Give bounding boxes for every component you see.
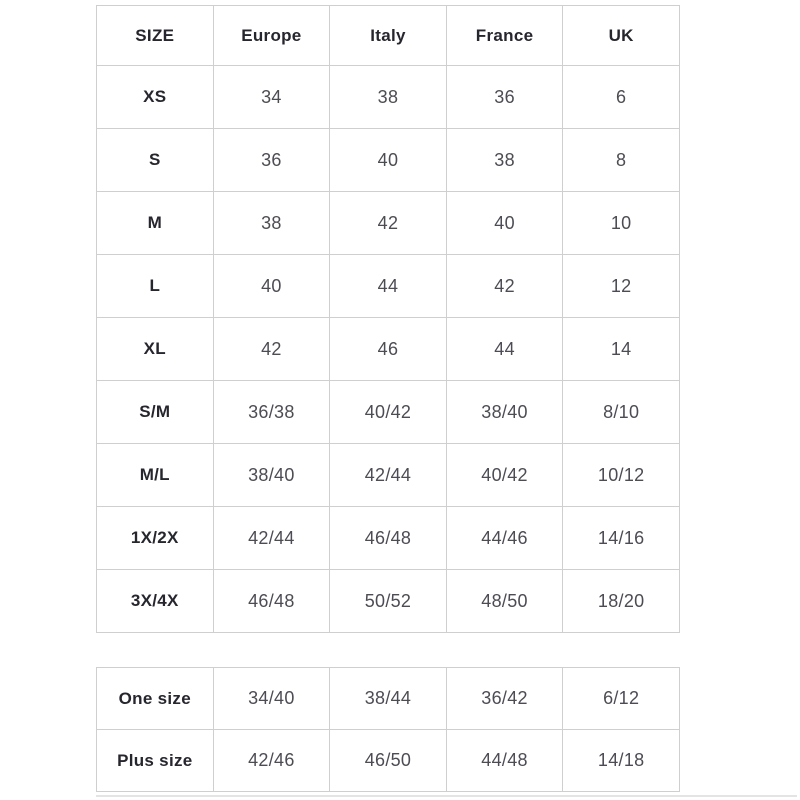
size-value-cell: 6/12: [563, 668, 680, 730]
special-sizes-table: [96, 667, 680, 792]
size-value-cell: 14/18: [563, 730, 680, 792]
size-value-cell: 42/44: [330, 444, 447, 507]
special-sizes-table-body: [97, 668, 680, 792]
table-row: [97, 129, 680, 192]
size-value-cell: 14: [563, 318, 680, 381]
size-value-cell: 10/12: [563, 444, 680, 507]
size-value-cell: 40/42: [446, 444, 563, 507]
size-label-cell: One size: [97, 668, 214, 730]
size-value-cell: 44: [446, 318, 563, 381]
table-row: [97, 381, 680, 444]
table-row: [97, 66, 680, 129]
size-conversion-table-body: [97, 66, 680, 633]
size-value-cell: 40: [446, 192, 563, 255]
size-value-cell: 14/16: [563, 507, 680, 570]
size-value-cell: 42: [330, 192, 447, 255]
size-value-cell: 48/50: [446, 570, 563, 633]
size-value-cell: 46: [330, 318, 447, 381]
size-value-cell: 12: [563, 255, 680, 318]
column-header-italy: Italy: [330, 6, 447, 66]
size-value-cell: 38: [213, 192, 330, 255]
table-row: [97, 507, 680, 570]
size-value-cell: 36/38: [213, 381, 330, 444]
size-value-cell: 46/48: [213, 570, 330, 633]
page-bottom-divider: [96, 795, 797, 797]
size-value-cell: 18/20: [563, 570, 680, 633]
size-label-cell: M/L: [97, 444, 214, 507]
size-label-cell: M: [97, 192, 214, 255]
size-conversion-table: [96, 5, 680, 633]
size-value-cell: 44/46: [446, 507, 563, 570]
size-label-cell: S: [97, 129, 214, 192]
size-value-cell: 46/48: [330, 507, 447, 570]
size-value-cell: 8/10: [563, 381, 680, 444]
size-value-cell: 42: [446, 255, 563, 318]
size-value-cell: 34/40: [213, 668, 330, 730]
size-value-cell: 36: [446, 66, 563, 129]
size-value-cell: 34: [213, 66, 330, 129]
size-label-cell: Plus size: [97, 730, 214, 792]
table-header-row: [97, 6, 680, 66]
size-value-cell: 38/40: [213, 444, 330, 507]
size-label-cell: 1X/2X: [97, 507, 214, 570]
size-value-cell: 38: [446, 129, 563, 192]
size-value-cell: 8: [563, 129, 680, 192]
size-value-cell: 42/46: [213, 730, 330, 792]
size-label-cell: 3X/4X: [97, 570, 214, 633]
size-value-cell: 38/40: [446, 381, 563, 444]
size-value-cell: 50/52: [330, 570, 447, 633]
table-row: [97, 668, 680, 730]
column-header-size: SIZE: [97, 6, 214, 66]
size-value-cell: 6: [563, 66, 680, 129]
column-header-france: France: [446, 6, 563, 66]
table-row: [97, 255, 680, 318]
column-header-uk: UK: [563, 6, 680, 66]
size-value-cell: 44: [330, 255, 447, 318]
size-label-cell: L: [97, 255, 214, 318]
table-row: [97, 730, 680, 792]
size-label-cell: XL: [97, 318, 214, 381]
table-row: [97, 570, 680, 633]
size-value-cell: 42: [213, 318, 330, 381]
size-label-cell: S/M: [97, 381, 214, 444]
size-value-cell: 10: [563, 192, 680, 255]
size-value-cell: 42/44: [213, 507, 330, 570]
size-value-cell: 44/48: [446, 730, 563, 792]
size-value-cell: 40/42: [330, 381, 447, 444]
table-row: [97, 192, 680, 255]
size-label-cell: XS: [97, 66, 214, 129]
size-value-cell: 38: [330, 66, 447, 129]
table-header: [97, 6, 680, 66]
size-value-cell: 40: [330, 129, 447, 192]
column-header-europe: Europe: [213, 6, 330, 66]
size-value-cell: 36: [213, 129, 330, 192]
size-value-cell: 36/42: [446, 668, 563, 730]
size-value-cell: 40: [213, 255, 330, 318]
table-row: [97, 318, 680, 381]
table-row: [97, 444, 680, 507]
size-value-cell: 38/44: [330, 668, 447, 730]
size-value-cell: 46/50: [330, 730, 447, 792]
